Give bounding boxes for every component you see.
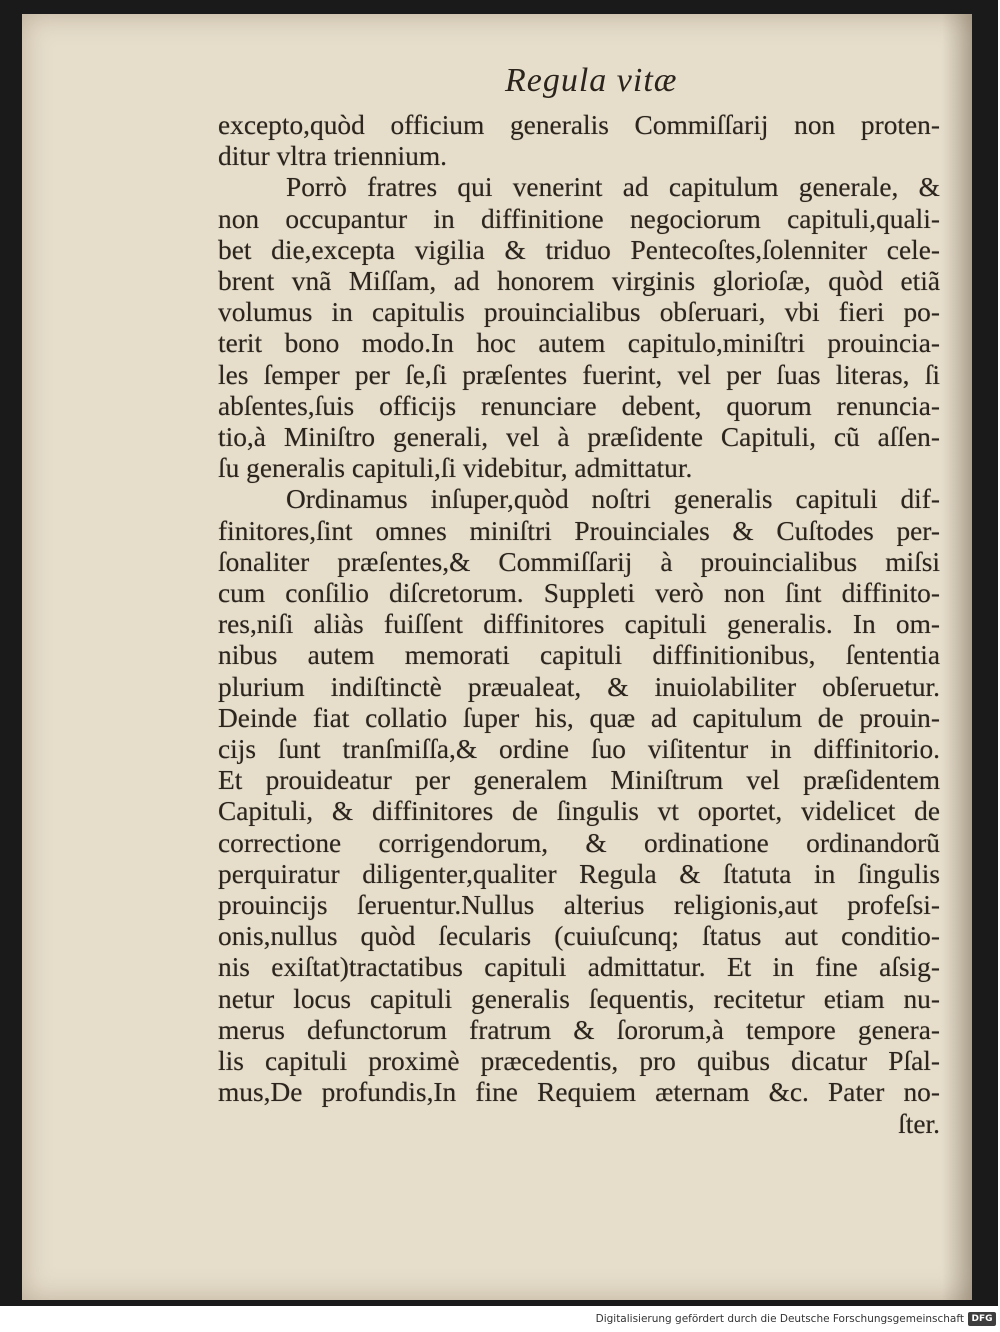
text-line: Capituli, & diffinitores de ſingulis vt oportet, videlicet de [218,796,940,827]
text-line: Porrò fratres qui venerint ad capitulum generale, & [286,172,940,203]
text-line: les ſemper per ſe,ſi præſentes fuerint, vel per ſuas literas, ſi [218,359,940,390]
text-line: cum conſilio diſcretorum. Suppleti verò non ſint diffinito- [218,578,940,609]
text-line: cijs ſunt tranſmiſſa,& ordine ſuo viſitentur in diffinitorio. [218,734,940,765]
text-line: ſonaliter præſentes,& Commiſſarij à prouincialibus miſsi [218,546,940,577]
text-line: brent vnã Miſſam, ad honorem virginis glorioſæ, quòd etiã [218,266,940,297]
text-line: nibus autem memorati capituli diffinitionibus, ſententia [218,640,940,671]
text-line: Ordinamus inſuper,quòd noſtri generalis capituli dif- [286,484,940,515]
text-line: correctione corrigendorum, & ordinatione ordinandorũ [218,827,940,858]
page-gutter-shadow [942,14,972,1300]
text-line: mus,De profundis,In fine Requiem æternam &c. Pater no- [218,1077,940,1108]
text-line: netur locus capituli generalis ſequentis, recitetur etiam nu- [218,983,940,1014]
text-line: lis capituli proximè præcedentis, pro quibus dicatur Pſal- [218,1046,940,1077]
text-line: merus defunctorum fratrum & ſororum,à tempore genera- [218,1014,940,1045]
text-line: ſter. [898,1108,940,1139]
text-line: nis exiſtat)tractatibus capituli admittatur. Et in fine aſsig- [218,952,940,983]
text-line: bet die,excepta vigilia & triduo Pentecoſtes,ſolenniter cele- [218,234,940,265]
text-line: res,niſi aliàs fuiſſent diffinitores capituli generalis. In om- [218,609,940,640]
text-line: plurium indiſtinctè præualeat, & inuiolabiliter obſeruetur. [218,671,940,702]
text-line: excepto,quòd officium generalis Commiſſarij non proten- [218,110,940,140]
text-line: finitores,ſint omnes miniſtri Prouinciales & Cuſtodes per- [218,515,940,546]
text-line: Deinde fiat collatio ſuper his, quæ ad capitulum de prouin- [218,702,940,733]
text-line: prouincijs ſeruentur.Nullus alterius religionis,aut profeſsi- [218,890,940,921]
text-line: tio,à Miniſtro generali, vel à præſidente Capituli, cũ aſſen- [218,422,940,453]
text-line: volumus in capitulis prouincialibus obſeruari, vbi fieri po- [218,297,940,328]
dfg-credit: Digitalisierung gefördert durch die Deutsche Forschungsgemeinschaft [595,1313,964,1325]
text-line: perquiratur diligenter,qualiter Regula & ſtatuta in ſingulis [218,858,940,889]
text-line: ditur vltra triennium. [218,141,447,172]
running-head: Regula vitæ [505,62,678,99]
body-text [210,110,940,1140]
text-line: terit bono modo.In hoc autem capitulo,miniſtri prouincia- [218,328,940,359]
text-line: onis,nullus quòd ſecularis (cuiuſcunq; ſtatus aut conditio- [218,921,940,952]
text-line: ſu generalis capituli,ſi videbitur, admittatur. [218,453,693,484]
text-line: non occupantur in diffinitione negociorum capituli,quali- [218,203,940,234]
text-line: abſentes,ſuis officijs renunciare debent, quorum renuncia- [218,390,940,421]
dfg-logo: DFG [968,1312,996,1326]
text-line: Et prouideatur per generalem Miniſtrum vel præſidentem [218,765,940,796]
